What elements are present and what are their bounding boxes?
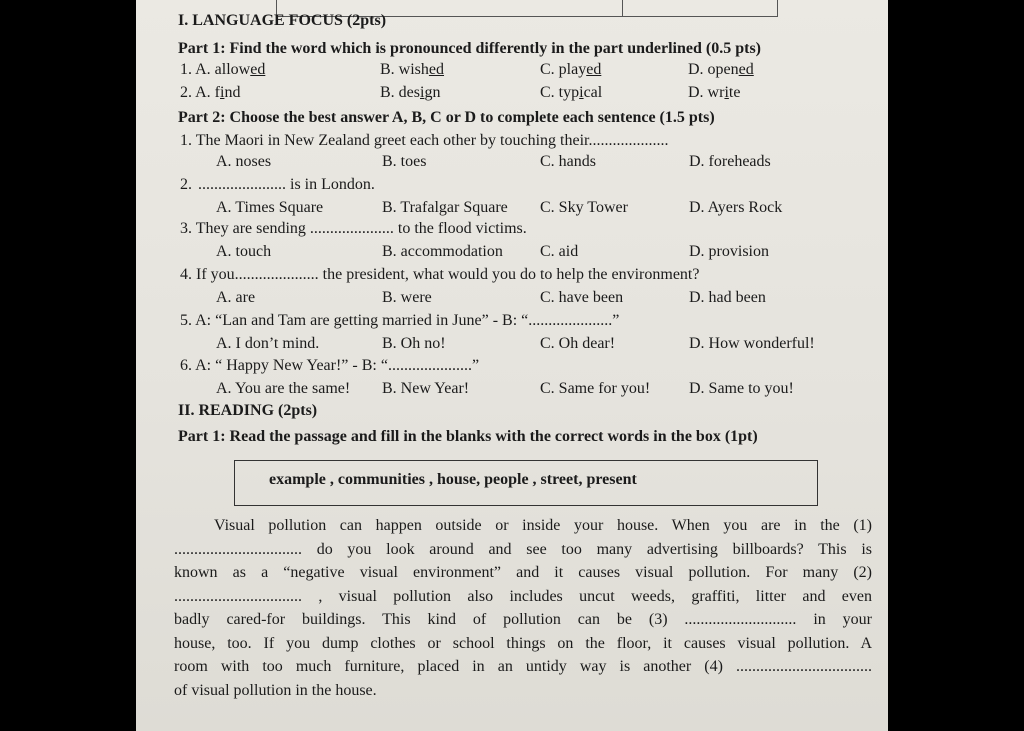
p2-q2-number: 2. bbox=[180, 176, 192, 193]
p1-q2-b-pre: B. des bbox=[380, 84, 420, 101]
p2-q4-option-b: B. were bbox=[382, 289, 432, 306]
word-box-text: example , communities , house, people , street, present bbox=[269, 471, 637, 488]
p2-q5-option-a: A. I don’t mind. bbox=[216, 335, 320, 352]
p2-q1-option-d: D. foreheads bbox=[689, 153, 771, 170]
p2-q3-option-a: A. touch bbox=[216, 243, 272, 260]
section2-title: II. READING (2pts) bbox=[178, 402, 318, 419]
p2-q1-options-row bbox=[136, 150, 888, 174]
p2-q4-stem-row bbox=[136, 263, 888, 287]
passage-line-7: room with too much furniture, placed in an untidy way is another (4) .................................. bbox=[174, 658, 872, 675]
passage-line-4: ................................ , visual pollution also includes uncut weeds, graffiti, litter and even bbox=[174, 587, 872, 605]
reading-part1-heading: Part 1: Read the passage and fill in the blanks with the correct words in the box (1pt) bbox=[178, 428, 758, 445]
exam-paper bbox=[136, 0, 888, 731]
p2-q5-option-c: C. Oh dear! bbox=[540, 335, 616, 352]
p2-q2-stem-row bbox=[136, 173, 888, 197]
p2-q4-stem: 4. If you..................... the president, what would you do to help the environment? bbox=[180, 266, 700, 283]
p1-q2-a-underline: i bbox=[220, 84, 225, 101]
p1-q1-row bbox=[136, 58, 888, 82]
passage-line-2: ................................ do you look around and see too many advertising billboards? This is bbox=[174, 540, 872, 558]
p2-q2-stem: ...................... is in London. bbox=[198, 176, 375, 193]
part1-heading: Part 1: Find the word which is pronounced differently in the part underlined (0.5 pts) bbox=[178, 40, 761, 57]
p2-q5-option-d: D. How wonderful! bbox=[689, 335, 815, 352]
p1-q2-option-a bbox=[180, 81, 240, 105]
section1-title: I. LANGUAGE FOCUS (2pts) bbox=[178, 12, 387, 29]
p1-q1-c-text: C. play bbox=[540, 61, 587, 78]
p2-q4-options-row bbox=[136, 286, 888, 310]
p1-q1-option-d bbox=[688, 58, 754, 82]
p2-q1-stem: 1. The Maori in New Zealand greet each other by touching their.................... bbox=[180, 132, 669, 149]
p2-q1-option-a: A. noses bbox=[216, 153, 272, 170]
p2-q2-option-c: C. Sky Tower bbox=[540, 199, 628, 216]
p1-q1-a-underline: ed bbox=[250, 61, 266, 78]
p2-q5-option-b: B. Oh no! bbox=[382, 335, 446, 352]
p2-q5-stem-row bbox=[136, 309, 888, 333]
p1-q1-c-underline: ed bbox=[586, 61, 602, 78]
p2-q6-option-d: D. Same to you! bbox=[689, 380, 794, 397]
p1-q1-a-text: 1. A. allow bbox=[180, 61, 251, 78]
reading-passage bbox=[174, 514, 872, 702]
part2-heading: Part 2: Choose the best answer A, B, C or D to complete each sentence (1.5 pts) bbox=[178, 109, 715, 126]
p1-q2-option-b bbox=[380, 81, 440, 105]
section2-title-row bbox=[136, 399, 888, 423]
p2-q6-options-row bbox=[136, 377, 888, 401]
word-box bbox=[234, 460, 818, 506]
p2-q4-option-c: C. have been bbox=[540, 289, 624, 306]
p2-q5-options-row bbox=[136, 332, 888, 356]
passage-line-3: known as a “negative visual environment” and it causes visual pollution. For many (2) bbox=[174, 564, 872, 581]
p2-q4-option-a: A. are bbox=[216, 289, 256, 306]
p2-q1-option-b: B. toes bbox=[382, 153, 427, 170]
p2-q1-option-c: C. hands bbox=[540, 153, 596, 170]
p1-q2-c-post: cal bbox=[583, 84, 603, 101]
passage-line-1: Visual pollution can happen outside or inside your house. When you are in the (1) bbox=[214, 517, 872, 534]
p2-q3-option-b: B. accommodation bbox=[382, 243, 503, 260]
p1-q2-b-underline: i bbox=[420, 84, 425, 101]
p2-q6-stem-row bbox=[136, 354, 888, 378]
passage-line-8: of visual pollution in the house. bbox=[174, 681, 377, 699]
p1-q2-option-d bbox=[688, 81, 740, 105]
passage-line-5: badly cared-for buildings. This kind of pollution can be (3) ............................ in your bbox=[174, 611, 872, 628]
p2-q6-option-b: B. New Year! bbox=[382, 380, 470, 397]
p2-q6-stem: 6. A: “ Happy New Year!” - B: “.....................” bbox=[180, 357, 480, 374]
p1-q2-row bbox=[136, 81, 888, 105]
p2-q2-option-d: D. Ayers Rock bbox=[689, 199, 783, 216]
p1-q1-b-text: B. wish bbox=[380, 61, 429, 78]
p1-q2-a-pre: 2. A. f bbox=[180, 84, 220, 101]
p1-q2-b-post: gn bbox=[424, 84, 441, 101]
reading-part1-heading-row bbox=[136, 425, 888, 449]
p2-q3-option-d: D. provision bbox=[689, 243, 769, 260]
p1-q2-a-post: nd bbox=[224, 84, 241, 101]
p2-q2-option-a: A. Times Square bbox=[216, 199, 324, 216]
p1-q1-b-underline: ed bbox=[428, 61, 445, 78]
p2-q3-stem: 3. They are sending ..................... to the flood victims. bbox=[180, 220, 527, 237]
p1-q2-option-c bbox=[540, 81, 602, 105]
part2-heading-row bbox=[136, 106, 888, 130]
p2-q6-option-c: C. Same for you! bbox=[540, 380, 651, 397]
section1-title-row bbox=[136, 9, 888, 33]
p1-q1-d-underline: ed bbox=[738, 61, 754, 78]
p2-q3-stem-row bbox=[136, 217, 888, 241]
p1-q1-d-text: D. open bbox=[688, 61, 739, 78]
p1-q2-c-pre: C. typ bbox=[540, 84, 580, 101]
p2-q5-stem: 5. A: “Lan and Tam are getting married in June” - B: “.....................” bbox=[180, 312, 620, 329]
p2-q3-option-c: C. aid bbox=[540, 243, 579, 260]
p1-q2-d-pre: D. wr bbox=[688, 84, 725, 101]
p1-q1-option-b bbox=[380, 58, 444, 82]
p1-q2-d-post: te bbox=[728, 84, 741, 101]
p2-q4-option-d: D. had been bbox=[689, 289, 766, 306]
p1-q1-option-a bbox=[180, 58, 265, 82]
p1-q2-d-underline: i bbox=[724, 84, 729, 101]
p2-q2-option-b: B. Trafalgar Square bbox=[382, 199, 508, 216]
p2-q3-options-row bbox=[136, 240, 888, 264]
passage-line-6: house, too. If you dump clothes or school things on the floor, it causes visual pollution. A bbox=[174, 634, 872, 652]
p1-q2-c-underline: i bbox=[579, 84, 584, 101]
p1-q1-option-c bbox=[540, 58, 601, 82]
p2-q6-option-a: A. You are the same! bbox=[216, 380, 351, 397]
